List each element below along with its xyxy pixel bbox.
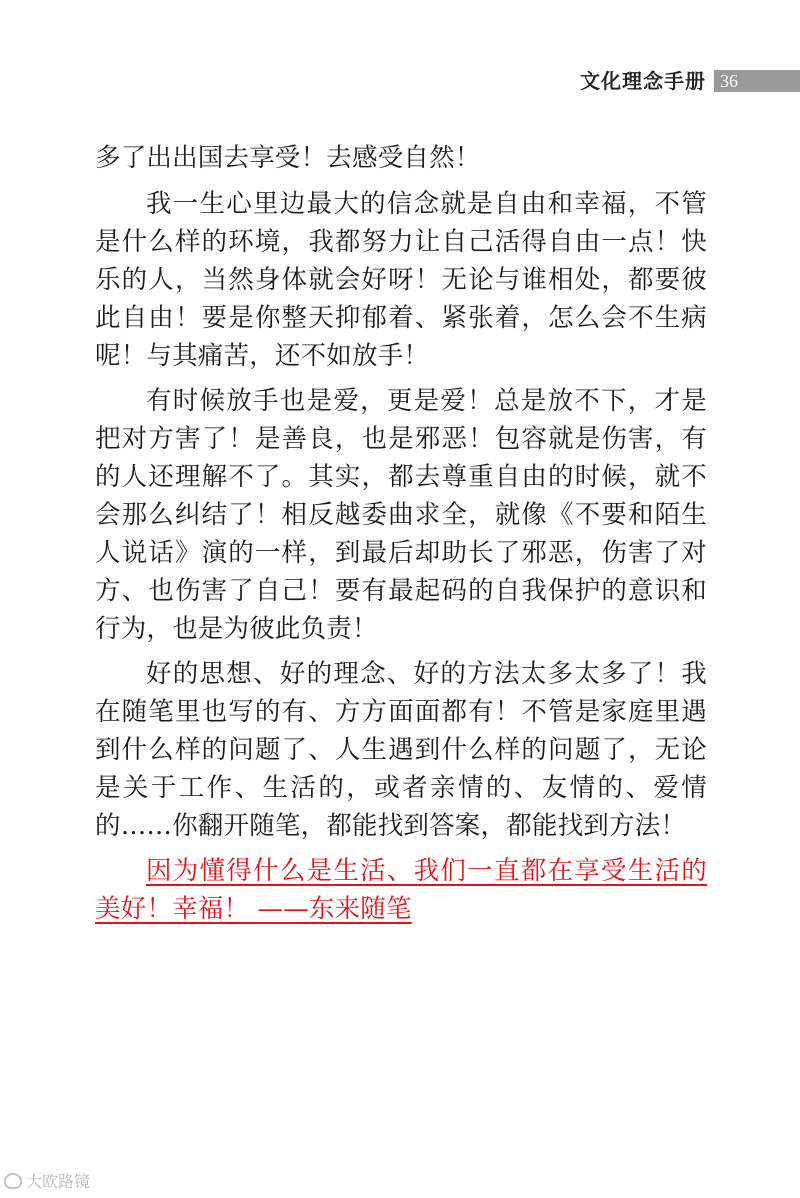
header-title: 文化理念手册 xyxy=(580,69,706,93)
watermark-logo-icon xyxy=(4,1173,22,1189)
page-body xyxy=(95,139,707,935)
watermark-text: 大欧路镜 xyxy=(26,1172,91,1191)
running-header xyxy=(580,68,800,94)
paragraph-3: 有时候放手也是爱，更是爱！总是放不下，才是把对方害了！是善良，也是邪恶！包容就是伤害，有的人还理解不了。其实，都去尊重自由的时候，就不会那么纠结了！相反越委曲求全，就像《不要和陌生人说话》演的一样，到最后却助长了邪恶，伤害了对方、也伤害了自己！要有最起码的自我保护的意识和行为，也是为彼此负责！ xyxy=(95,386,707,644)
closing-quote: 因为懂得什么是生活、我们一直都在享受生活的美好！幸福！ ——东来随笔 xyxy=(95,856,707,924)
paragraph-2: 我一生心里边最大的信念就是自由和幸福，不管是什么样的环境，我都努力让自己活得自由一点！快乐的人，当然身体就会好呀！无论与谁相处，都要彼此自由！要是你整天抑郁着、紧张着，怎么会不生病呢！与其痛苦，还不如放手！ xyxy=(95,189,707,371)
page-number: 36 xyxy=(720,71,738,91)
page-number-bar xyxy=(714,70,800,92)
closing-quote-paragraph xyxy=(95,852,707,928)
paragraph-1: 多了出出国去享受！去感受自然！ xyxy=(95,143,481,173)
paragraph-4: 好的思想、好的理念、好的方法太多太多了！我在随笔里也写的有、方方面面都有！不管是家庭里遇到什么样的问题了、人生遇到什么样的问题了，无论是关于工作、生活的，或者亲情的、友情的、爱情的……你翻开随笔，都能找到答案，都能找到方法！ xyxy=(95,659,707,841)
watermark xyxy=(4,1169,90,1192)
